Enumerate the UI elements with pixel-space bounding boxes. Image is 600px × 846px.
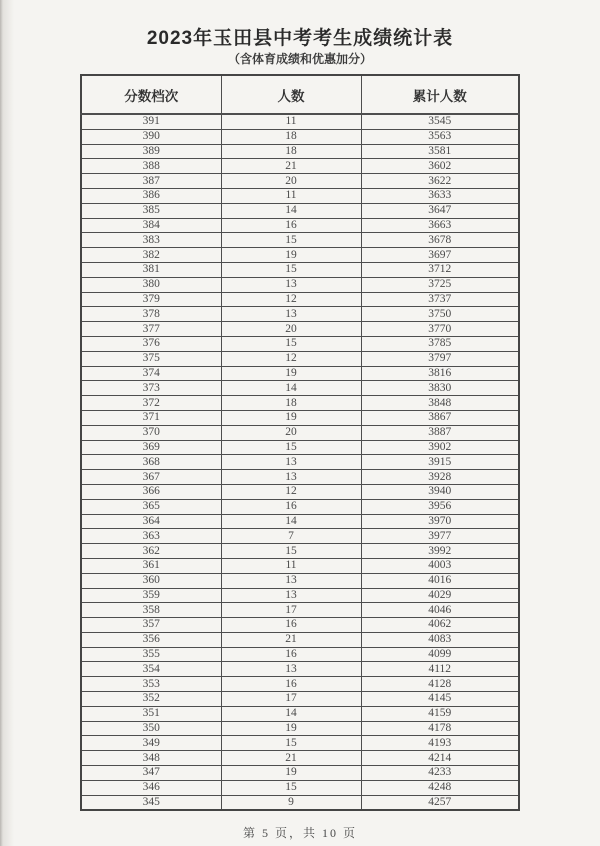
table-row <box>81 174 519 189</box>
count-cell: 15 <box>221 544 361 559</box>
score-level-cell: 363 <box>81 529 221 544</box>
page-number-footer: 第 5 页，共 10 页 <box>242 826 357 841</box>
table-row <box>81 558 519 573</box>
count-cell: 14 <box>221 203 361 218</box>
count-cell: 14 <box>221 706 361 721</box>
cumulative-count-cell: 3867 <box>361 410 519 425</box>
count-cell: 15 <box>221 262 361 277</box>
cumulative-count-cell: 4046 <box>361 603 519 618</box>
count-cell: 16 <box>221 218 361 233</box>
count-cell: 21 <box>221 159 361 174</box>
count-cell: 9 <box>221 795 361 810</box>
cumulative-count-cell: 3902 <box>361 440 519 455</box>
cumulative-count-cell: 3697 <box>361 248 519 263</box>
table-row <box>81 233 519 248</box>
cumulative-count-cell: 3992 <box>361 544 519 559</box>
table-body <box>81 114 519 810</box>
table-row <box>81 248 519 263</box>
count-cell: 18 <box>221 129 361 144</box>
count-cell: 17 <box>221 603 361 618</box>
table-row <box>81 736 519 751</box>
count-cell: 13 <box>221 662 361 677</box>
score-level-cell: 372 <box>81 396 221 411</box>
cumulative-count-cell: 4159 <box>361 706 519 721</box>
score-level-cell: 352 <box>81 692 221 707</box>
cumulative-count-cell: 3928 <box>361 470 519 485</box>
count-cell: 19 <box>221 410 361 425</box>
table-row <box>81 677 519 692</box>
score-level-cell: 346 <box>81 780 221 795</box>
cumulative-count-cell: 3887 <box>361 425 519 440</box>
score-level-cell: 367 <box>81 470 221 485</box>
table-row <box>81 706 519 721</box>
count-cell: 13 <box>221 307 361 322</box>
score-level-cell: 388 <box>81 159 221 174</box>
cumulative-count-cell: 4178 <box>361 721 519 736</box>
page-title: 2023年玉田县中考考生成绩统计表 <box>146 28 454 49</box>
header-cumulative-count: 累计人数 <box>361 75 519 114</box>
table-row <box>81 470 519 485</box>
score-level-cell: 361 <box>81 558 221 573</box>
cumulative-count-cell: 3830 <box>361 381 519 396</box>
table-row <box>81 159 519 174</box>
count-cell: 20 <box>221 322 361 337</box>
cumulative-count-cell: 3737 <box>361 292 519 307</box>
count-cell: 13 <box>221 470 361 485</box>
count-cell: 16 <box>221 499 361 514</box>
count-cell: 15 <box>221 736 361 751</box>
table-row <box>81 780 519 795</box>
table-row <box>81 795 519 810</box>
cumulative-count-cell: 3915 <box>361 455 519 470</box>
count-cell: 13 <box>221 588 361 603</box>
table-row <box>81 322 519 337</box>
table-header <box>81 75 519 114</box>
cumulative-count-cell: 3712 <box>361 262 519 277</box>
count-cell: 16 <box>221 647 361 662</box>
cumulative-count-cell: 4214 <box>361 751 519 766</box>
score-level-cell: 356 <box>81 632 221 647</box>
table-row <box>81 218 519 233</box>
count-cell: 13 <box>221 455 361 470</box>
cumulative-count-cell: 3678 <box>361 233 519 248</box>
score-level-cell: 362 <box>81 544 221 559</box>
table-row <box>81 632 519 647</box>
cumulative-count-cell: 3725 <box>361 277 519 292</box>
cumulative-count-cell: 3750 <box>361 307 519 322</box>
score-level-cell: 377 <box>81 322 221 337</box>
count-cell: 13 <box>221 277 361 292</box>
score-level-cell: 373 <box>81 381 221 396</box>
count-cell: 19 <box>221 248 361 263</box>
score-level-cell: 353 <box>81 677 221 692</box>
score-statistics-table <box>80 74 520 811</box>
cumulative-count-cell: 3545 <box>361 114 519 129</box>
score-level-cell: 365 <box>81 499 221 514</box>
table-row <box>81 603 519 618</box>
count-cell: 21 <box>221 632 361 647</box>
score-level-cell: 371 <box>81 410 221 425</box>
score-level-cell: 379 <box>81 292 221 307</box>
table-row <box>81 366 519 381</box>
count-cell: 14 <box>221 381 361 396</box>
table-row <box>81 573 519 588</box>
count-cell: 15 <box>221 336 361 351</box>
table-row <box>81 618 519 633</box>
table-row <box>81 588 519 603</box>
cumulative-count-cell: 3647 <box>361 203 519 218</box>
table-row <box>81 410 519 425</box>
score-level-cell: 385 <box>81 203 221 218</box>
score-level-cell: 387 <box>81 174 221 189</box>
count-cell: 11 <box>221 188 361 203</box>
table-row <box>81 766 519 781</box>
count-cell: 19 <box>221 366 361 381</box>
cumulative-count-cell: 4233 <box>361 766 519 781</box>
cumulative-count-cell: 3602 <box>361 159 519 174</box>
cumulative-count-cell: 3816 <box>361 366 519 381</box>
cumulative-count-cell: 4248 <box>361 780 519 795</box>
table-row <box>81 529 519 544</box>
cumulative-count-cell: 3770 <box>361 322 519 337</box>
count-cell: 13 <box>221 573 361 588</box>
cumulative-count-cell: 3956 <box>361 499 519 514</box>
score-level-cell: 375 <box>81 351 221 366</box>
count-cell: 19 <box>221 721 361 736</box>
cumulative-count-cell: 4029 <box>361 588 519 603</box>
table-row <box>81 514 519 529</box>
table-row <box>81 277 519 292</box>
score-level-cell: 358 <box>81 603 221 618</box>
table-row <box>81 381 519 396</box>
table-row <box>81 114 519 129</box>
table-row <box>81 662 519 677</box>
header-count: 人数 <box>221 75 361 114</box>
score-level-cell: 369 <box>81 440 221 455</box>
count-cell: 11 <box>221 114 361 129</box>
score-level-cell: 382 <box>81 248 221 263</box>
table-row <box>81 188 519 203</box>
score-level-cell: 381 <box>81 262 221 277</box>
table-row <box>81 425 519 440</box>
cumulative-count-cell: 4062 <box>361 618 519 633</box>
score-level-cell: 376 <box>81 336 221 351</box>
cumulative-count-cell: 3622 <box>361 174 519 189</box>
count-cell: 16 <box>221 677 361 692</box>
table-row <box>81 455 519 470</box>
cumulative-count-cell: 3977 <box>361 529 519 544</box>
score-level-cell: 389 <box>81 144 221 159</box>
score-level-cell: 349 <box>81 736 221 751</box>
cumulative-count-cell: 4112 <box>361 662 519 677</box>
cumulative-count-cell: 4145 <box>361 692 519 707</box>
count-cell: 16 <box>221 618 361 633</box>
table-row <box>81 203 519 218</box>
table-row <box>81 351 519 366</box>
count-cell: 20 <box>221 425 361 440</box>
count-cell: 11 <box>221 558 361 573</box>
cumulative-count-cell: 3633 <box>361 188 519 203</box>
count-cell: 12 <box>221 351 361 366</box>
count-cell: 17 <box>221 692 361 707</box>
table-row <box>81 544 519 559</box>
page-subtitle: （含体育成绩和优惠加分） <box>227 52 372 66</box>
count-cell: 21 <box>221 751 361 766</box>
score-level-cell: 347 <box>81 766 221 781</box>
header-score-level: 分数档次 <box>81 75 221 114</box>
score-level-cell: 374 <box>81 366 221 381</box>
score-level-cell: 370 <box>81 425 221 440</box>
table-row <box>81 692 519 707</box>
cumulative-count-cell: 4003 <box>361 558 519 573</box>
score-level-cell: 383 <box>81 233 221 248</box>
cumulative-count-cell: 3970 <box>361 514 519 529</box>
cumulative-count-cell: 4257 <box>361 795 519 810</box>
table-row <box>81 751 519 766</box>
score-level-cell: 390 <box>81 129 221 144</box>
cumulative-count-cell: 3785 <box>361 336 519 351</box>
cumulative-count-cell: 4099 <box>361 647 519 662</box>
table-row <box>81 129 519 144</box>
table-row <box>81 499 519 514</box>
table-row <box>81 336 519 351</box>
score-level-cell: 366 <box>81 484 221 499</box>
score-level-cell: 360 <box>81 573 221 588</box>
score-level-cell: 357 <box>81 618 221 633</box>
table-row <box>81 721 519 736</box>
table-row <box>81 307 519 322</box>
table-row <box>81 262 519 277</box>
score-level-cell: 378 <box>81 307 221 322</box>
cumulative-count-cell: 4128 <box>361 677 519 692</box>
cumulative-count-cell: 3848 <box>361 396 519 411</box>
count-cell: 15 <box>221 233 361 248</box>
score-level-cell: 359 <box>81 588 221 603</box>
count-cell: 18 <box>221 396 361 411</box>
cumulative-count-cell: 3563 <box>361 129 519 144</box>
cumulative-count-cell: 3797 <box>361 351 519 366</box>
cumulative-count-cell: 3581 <box>361 144 519 159</box>
table-header-row <box>81 75 519 114</box>
cumulative-count-cell: 4083 <box>361 632 519 647</box>
count-cell: 15 <box>221 780 361 795</box>
count-cell: 20 <box>221 174 361 189</box>
score-level-cell: 355 <box>81 647 221 662</box>
score-level-cell: 380 <box>81 277 221 292</box>
table-row <box>81 484 519 499</box>
count-cell: 19 <box>221 766 361 781</box>
table-row <box>81 440 519 455</box>
table-row <box>81 396 519 411</box>
count-cell: 15 <box>221 440 361 455</box>
score-level-cell: 368 <box>81 455 221 470</box>
score-level-cell: 386 <box>81 188 221 203</box>
score-level-cell: 391 <box>81 114 221 129</box>
score-level-cell: 348 <box>81 751 221 766</box>
count-cell: 7 <box>221 529 361 544</box>
count-cell: 12 <box>221 484 361 499</box>
count-cell: 18 <box>221 144 361 159</box>
score-level-cell: 351 <box>81 706 221 721</box>
cumulative-count-cell: 3663 <box>361 218 519 233</box>
score-level-cell: 364 <box>81 514 221 529</box>
table-row <box>81 144 519 159</box>
cumulative-count-cell: 4016 <box>361 573 519 588</box>
score-level-cell: 350 <box>81 721 221 736</box>
score-level-cell: 384 <box>81 218 221 233</box>
score-level-cell: 354 <box>81 662 221 677</box>
table-row <box>81 292 519 307</box>
count-cell: 12 <box>221 292 361 307</box>
cumulative-count-cell: 4193 <box>361 736 519 751</box>
cumulative-count-cell: 3940 <box>361 484 519 499</box>
score-level-cell: 345 <box>81 795 221 810</box>
count-cell: 14 <box>221 514 361 529</box>
table-row <box>81 647 519 662</box>
